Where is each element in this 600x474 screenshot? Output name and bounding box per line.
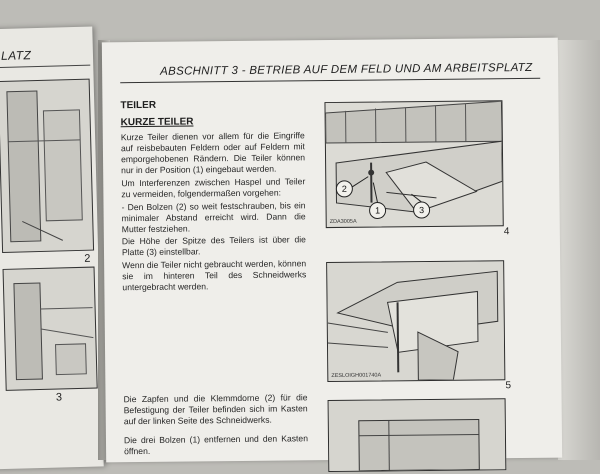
right-page [102, 38, 562, 463]
section-title: TEILER [120, 100, 156, 111]
figure-number-5: 5 [505, 380, 511, 391]
left-figure-3 [3, 267, 98, 391]
subsection-title: KURZE TEILER [121, 116, 194, 128]
left-page-header: LATZ [1, 48, 32, 63]
left-header-rule [0, 65, 90, 68]
paragraph-1: Kurze Teiler dienen vor allem für die Eingriffe auf reisbebauten Feldern oder auf Feldern mit emporgehobenen Rändern. Die Teiler können nur in der Position (1) eingebaut werden. [121, 130, 305, 176]
left-page [0, 27, 104, 470]
callout-3: 3 [419, 205, 424, 215]
page-header: ABSCHNITT 3 - BETRIEB AUF DEM FELD UND AM ARBEITSPLATZ [160, 62, 532, 78]
left-figure-2 [0, 79, 94, 253]
figure-4 [324, 100, 503, 228]
callout-2: 2 [342, 184, 347, 194]
figure-5-drawing [327, 261, 504, 381]
left-figure-2-drawing [0, 80, 93, 252]
figure-5-code: ZESLOIGH001740A [331, 372, 381, 379]
callout-1: 1 [375, 205, 380, 215]
figure-6 [328, 398, 507, 472]
paragraph-6: Die Zapfen und die Klemmdorne (2) für die Befestigung der Teiler befinden sich im Kasten auf der linken Seite des Schneidwerks. [123, 392, 307, 427]
figure-4-code: ZDA3005A [330, 219, 357, 225]
page-edges [558, 40, 600, 460]
figure-6-drawing [329, 399, 506, 471]
left-figure-number-2: 2 [84, 253, 90, 265]
figure-5 [326, 260, 505, 382]
paragraph-3: - Den Bolzen (2) so weit festschrauben, bis ein minimaler Abstand erreicht wird. Dann die Mutter festziehen. [121, 200, 305, 235]
header-rule [120, 78, 540, 83]
left-figure-number-3: 3 [56, 391, 62, 403]
paragraph-2: Um Interferenzen zwischen Haspel und Teiler zu vermeiden, folgendermaßen vorgehen: [121, 176, 305, 200]
left-figure-3-drawing [4, 268, 97, 390]
figure-4-drawing [325, 101, 502, 227]
paragraph-7: Die drei Bolzen (1) entfernen und den Kasten öffnen. [124, 433, 308, 457]
paragraph-5: Wenn die Teiler nicht gebraucht werden, können sie im hinteren Teil des Schneidwerks untergebracht werden. [122, 258, 306, 293]
paragraph-4: Die Höhe der Spitze des Teilers ist über die Platte (3) einstellbar. [122, 234, 306, 258]
figure-number-4: 4 [504, 226, 510, 237]
